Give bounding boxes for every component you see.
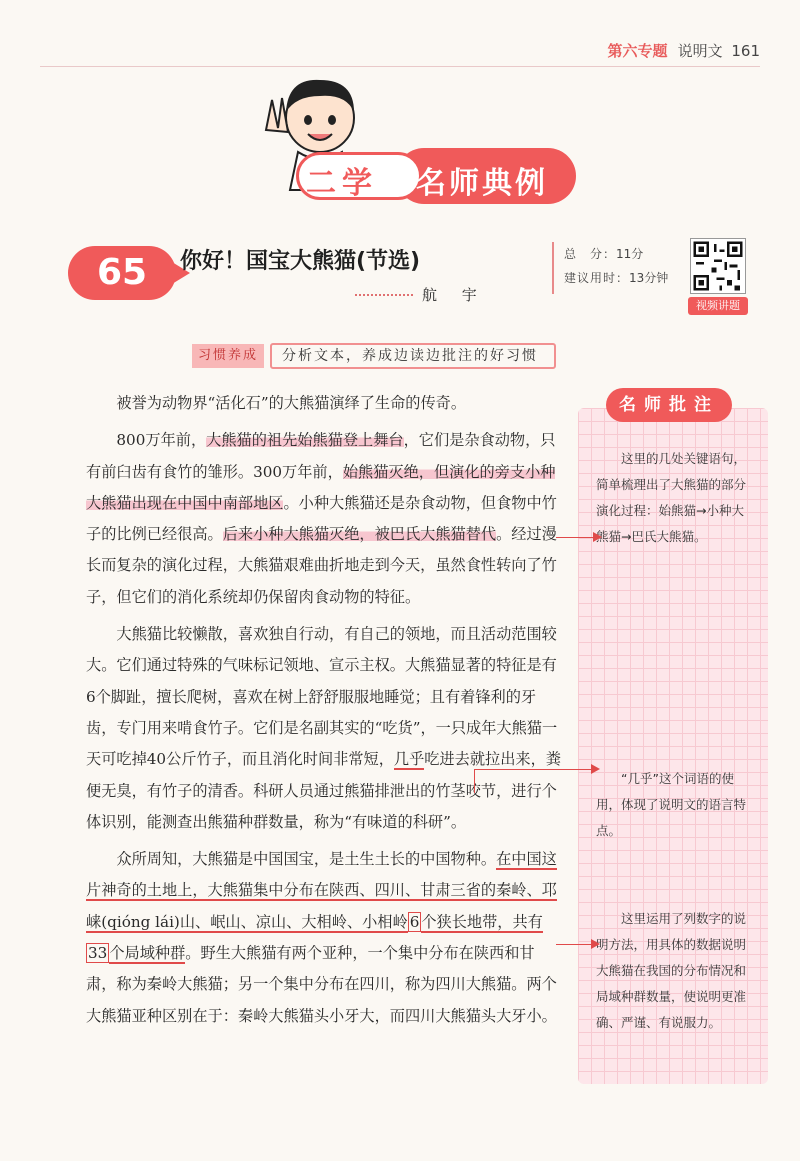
score-label: 总 分：	[564, 247, 617, 261]
boxed-number: 33	[88, 944, 108, 963]
highlight-span: 大熊猫的祖先始熊猫登上舞台	[206, 431, 404, 450]
lesson-title: 你好！国宝大熊猫(节选)	[180, 249, 421, 274]
highlight-span: 后来小种大熊猫灭绝，被巴氏大熊猫替代	[222, 525, 497, 544]
paragraph-3	[86, 619, 564, 838]
underlined-span: 在中国这片神奇的土地上，大熊猫集中分布在陕西、四川、甘肃三省的秦岭、邛崃(qióng lái)山、岷山、凉山、大相岭、小相岭	[86, 850, 557, 931]
banner-part: 二学	[306, 166, 378, 201]
text-span: 大熊猫比较懒散，喜欢独自行动，有自己的领地，而且活动范围较大。它们通过特殊的气味标记领地、宣示主权。大熊猫显著的特征是有6个脚趾，擅长爬树，喜欢在树上舒舒服服地睡觉；且有着锋利的牙齿，专门用来啃食竹子。它们是名副其实的“吃货”，一只成年大熊猫一天可吃掉40公斤竹子，而且消化时间非常短，	[86, 625, 558, 769]
author-leader	[355, 294, 413, 296]
banner-label: 名师典例	[416, 166, 548, 201]
section-banner	[240, 70, 580, 220]
page-number: 161	[731, 42, 760, 60]
author-name: 航 宇	[422, 286, 487, 304]
subject-label: 说明文	[677, 42, 723, 60]
banner-pill	[296, 148, 576, 204]
time-value: 13分钟	[629, 271, 669, 285]
annotation-arrow-3	[556, 944, 598, 945]
habit-text: 分析文本，养成边读边批注的好习惯	[270, 343, 556, 369]
time-label: 建议用时：	[564, 271, 630, 285]
highlight-span: 始熊猫灭绝，但演化的旁支小种大熊猫出现在中国中南部地区	[86, 462, 556, 512]
video-lesson-label[interactable]: 视频讲题	[688, 297, 748, 315]
lesson-number: 65	[68, 246, 176, 300]
running-header	[608, 40, 760, 61]
text-span: 。小种大熊猫还是杂食动物，但食物中竹子的比例已经很高。	[86, 493, 557, 544]
text-span: 。野生大熊猫有两个亚种，一个集中分布在陕西和甘肃，称为秦岭大熊猫；另一个集中分布在四川，称为四川大熊猫。两个大熊猫亚种区别在于：秦岭大熊猫头小牙大，而四川大熊猫头大牙小。	[86, 944, 557, 1025]
sidebar-title: 名师批注	[606, 388, 732, 422]
annotation-arrow-1	[556, 537, 600, 538]
annotation-note-1: 这里的几处关键语句，简单梳理出了大熊猫的部分演化过程：始熊猫→小种大熊猫→巴氏大熊猫。	[596, 451, 747, 544]
score-value: 11分	[616, 247, 644, 261]
info-box	[552, 242, 684, 294]
underlined-word: 几乎	[393, 750, 425, 769]
header-divider	[40, 66, 760, 67]
boxed-number: 6	[409, 912, 420, 931]
text-span: 800万年前，	[116, 431, 207, 450]
section-label: 第六专题	[607, 42, 668, 60]
annotation-note-2: “几乎”这个词语的使用，体现了说明文的语言特点。	[596, 771, 747, 838]
text-span: ，它们是杂食动物，只有前臼齿有食竹的雏形。300万年前，	[86, 431, 556, 481]
qr-code-icon[interactable]	[690, 238, 746, 294]
paragraph-1: 被誉为动物界“活化石”的大熊猫演绎了生命的传奇。	[116, 394, 467, 412]
text-span: 吃进去就拉出来，粪便无臭，有竹子的清香。科研人员通过熊猫排泄出的竹茎咬节，进行个体识别，能测查出熊猫种群数量，称为“有味道的科研”。	[86, 750, 561, 831]
text-span: 众所周知，大熊猫是中国国宝，是土生土长的中国物种。	[116, 850, 497, 869]
underlined-span: 个局域种群	[109, 944, 186, 963]
paragraph-2	[86, 425, 564, 613]
underlined-span: 个狭长地带，共有	[421, 912, 543, 931]
annotation-arrow-2	[474, 769, 598, 770]
annotation-note-3: 这里运用了列数字的说明方法，用具体的数据说明大熊猫在我国的分布情况和局域种群数量，使说明更准确、严谨、有说服力。	[596, 911, 747, 1030]
text-span: 。经过漫长而复杂的演化过程，大熊猫艰难曲折地走到今天，虽然食性转向了竹子，但它们的消化系统却仍保留肉食动物的特征。	[86, 525, 557, 606]
annotation-arrow-2-stem	[474, 769, 475, 793]
article-body	[86, 388, 564, 1038]
habit-tag: 习惯养成	[192, 344, 264, 368]
paragraph-4	[86, 844, 564, 1032]
